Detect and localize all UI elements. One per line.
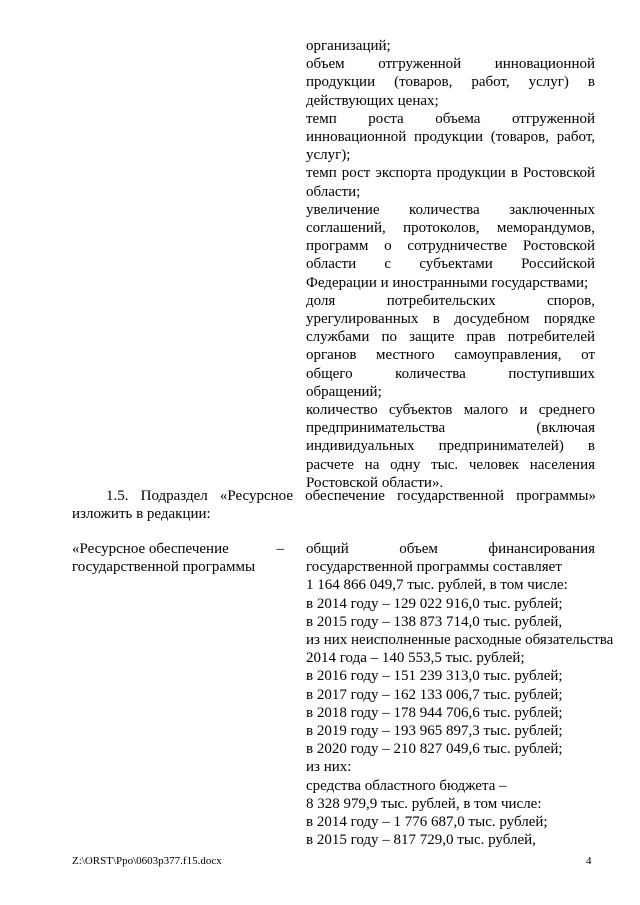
indicator-item: темп роста объема отгруженной инновационной продукции (товаров, работ, услуг);	[306, 110, 595, 164]
resource-label-line-1	[72, 540, 284, 558]
resource-label-dash: –	[276, 541, 284, 557]
resource-label-part1: «Ресурсное обеспечение	[72, 541, 229, 557]
footer-file-path: Z:\ORST\Ppo\0603p377.f15.docx	[72, 855, 222, 867]
resource-line: в 2020 году – 210 827 049,6 тыс. рублей;	[306, 741, 563, 758]
resource-line: в 2014 году – 129 022 916,0 тыс. рублей;	[306, 595, 563, 612]
indicator-item: увеличение количества заключенных соглашений, протоколов, меморандумов, программ о сотрудничестве Ростовской области с субъектами Российской Федерации и иностранными государствами;	[306, 201, 595, 291]
section-heading	[72, 487, 596, 523]
indicator-item: количество субъектов малого и среднего предпринимательства (включая индивидуальных предпринимателей) в расчете на одну тыс. человек населения Ростовской области».	[306, 402, 595, 491]
resource-line: средства областного бюджета –	[306, 777, 507, 794]
indicator-item: доля потребительских споров, урегулированных в досудебном порядке службами по защите прав потребителей органов местного самоуправления, от общего количества поступивших обращений;	[306, 292, 595, 400]
resource-label-line-2: государственной программы	[72, 559, 256, 576]
resource-line: в 2016 году – 151 239 313,0 тыс. рублей;	[306, 668, 563, 685]
resource-line: из них неисполненные расходные обязательства	[306, 632, 614, 649]
resource-line: 2014 года – 140 553,5 тыс. рублей;	[306, 650, 525, 667]
resource-line: в 2019 году – 193 965 897,3 тыс. рублей;	[306, 723, 563, 740]
resource-line: в 2014 году – 1 776 687,0 тыс. рублей;	[306, 814, 548, 831]
resource-line: 8 328 979,9 тыс. рублей, в том числе:	[306, 795, 542, 812]
resource-line: 1 164 866 049,7 тыс. рублей, в том числе:	[306, 577, 568, 594]
indicator-item: объем отгруженной инновационной продукции (товаров, работ, услуг) в действующих ценах;	[306, 56, 595, 109]
resource-values	[306, 540, 614, 849]
continuation-line: организаций;	[306, 38, 391, 54]
indicator-item: темп рост экспорта продукции в Ростовской области;	[306, 165, 595, 200]
resource-line: в 2018 году – 178 944 706,6 тыс. рублей;	[306, 704, 563, 721]
section-text: 1.5. Подраздел «Ресурсное обеспечение государственной программы» изложить в редакции:	[72, 488, 596, 523]
resource-line: в 2015 году – 817 729,0 тыс. рублей,	[306, 832, 536, 849]
resource-line: из них:	[306, 759, 352, 776]
resource-intro: общий объем финансирования государственной программы составляет	[306, 541, 595, 576]
resource-lines	[306, 576, 614, 849]
resource-line: в 2017 году – 162 133 006,7 тыс. рублей;	[306, 686, 563, 703]
page-number: 4	[586, 855, 592, 867]
resource-label	[72, 540, 284, 576]
resource-line: в 2015 году – 138 873 714,0 тыс. рублей,	[306, 613, 563, 630]
indicators-column	[306, 37, 595, 492]
